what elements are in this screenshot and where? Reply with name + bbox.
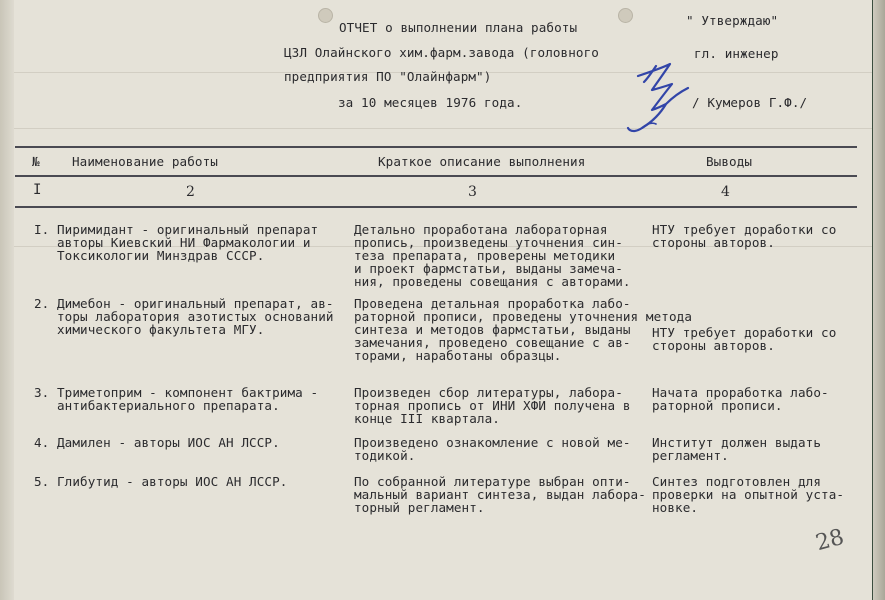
row-3-conclusion: Начата проработка лабо- — [652, 385, 829, 400]
report-title-line-3: предприятия ПО "Олайнфарм") — [284, 69, 492, 84]
approval-position: гл. инженер — [694, 46, 779, 61]
row-2-description: замечания, проведено совещание с ав- — [354, 335, 631, 350]
row-1-description: и проект фармстатьи, выданы замеча- — [354, 261, 623, 276]
header-number: № — [32, 154, 40, 169]
page-edge-shadow — [873, 0, 885, 600]
row-1-name: Пиримидант - оригинальный препарат — [57, 222, 319, 237]
report-title-line-2: ЦЗЛ Олайнского хим.фарм.завода (головного — [284, 45, 599, 60]
row-2-number: 2. — [34, 296, 50, 311]
row-3-description: торная пропись от ИНИ ХФИ получена в — [354, 398, 631, 413]
row-2-conclusion: НТУ требует доработки со — [652, 325, 837, 340]
row-5-name: Глибутид - авторы ИОС АН ЛССР. — [57, 474, 288, 489]
header-description: Краткое описание выполнения — [378, 154, 586, 169]
punch-hole — [318, 8, 333, 23]
row-5-description: мальный вариант синтеза, выдан лабора- — [354, 487, 646, 502]
row-5-number: 5. — [34, 474, 50, 489]
row-2-name: химического факультета МГУ. — [57, 322, 265, 337]
table-columns-rule — [15, 206, 857, 208]
column-number-2: 2 — [186, 184, 196, 200]
row-1-conclusion: стороны авторов. — [652, 235, 775, 250]
row-1-name: Токсикологии Минздрав СССР. — [57, 248, 265, 263]
row-4-name: Дамилен - авторы ИОС АН ЛССР. — [57, 435, 280, 450]
row-5-conclusion: проверки на опытной уста- — [652, 487, 845, 502]
binding-strip — [0, 0, 14, 600]
row-5-conclusion: Синтез подготовлен для — [652, 474, 822, 489]
row-4-conclusion: Институт должен выдать — [652, 435, 822, 450]
row-2-name: торы лаборатория азотистых оснований — [57, 309, 334, 324]
row-1-description: Детально проработана лабораторная — [354, 222, 608, 237]
signature-icon — [622, 58, 702, 140]
table-header-rule — [15, 175, 857, 177]
approval-signatory: / Кумеров Г.Ф./ — [692, 95, 808, 110]
column-number-1: I — [33, 182, 42, 198]
row-1-conclusion: НТУ требует доработки со — [652, 222, 837, 237]
row-2-description: раторной прописи, проведены уточнения метода — [354, 309, 693, 324]
column-number-3: 3 — [468, 184, 478, 200]
row-1-description: ния, проведены совещания с авторами. — [354, 274, 631, 289]
row-2-name: Димебон - оригинальный препарат, ав- — [57, 296, 334, 311]
row-3-conclusion: раторной прописи. — [652, 398, 783, 413]
row-5-description: По собранной литературе выбран опти- — [354, 474, 631, 489]
row-4-conclusion: регламент. — [652, 448, 729, 463]
row-1-description: пропись, произведены уточнения син- — [354, 235, 623, 250]
row-2-conclusion: стороны авторов. — [652, 338, 775, 353]
punch-hole — [618, 8, 633, 23]
row-3-number: 3. — [34, 385, 50, 400]
header-conclusions: Выводы — [706, 154, 753, 169]
row-3-name: антибактериального препарата. — [57, 398, 280, 413]
row-4-description: Произведено ознакомление с новой ме- — [354, 435, 631, 450]
row-3-name: Триметоприм - компонент бактрима - — [57, 385, 319, 400]
row-2-description: торами, наработаны образцы. — [354, 348, 562, 363]
column-number-4: 4 — [721, 184, 731, 200]
report-title-line-4: за 10 месяцев 1976 года. — [338, 95, 523, 110]
paper-fold — [14, 128, 872, 129]
row-3-description: Произведен сбор литературы, лабора- — [354, 385, 623, 400]
row-3-description: конце III квартала. — [354, 411, 500, 426]
row-4-description: тодикой. — [354, 448, 416, 463]
row-2-description: синтеза и методов фармстатьи, выданы — [354, 322, 631, 337]
row-4-number: 4. — [34, 435, 50, 450]
row-5-conclusion: новке. — [652, 500, 699, 515]
row-1-name: авторы Киевский НИ Фармакологии и — [57, 235, 311, 250]
handwritten-page-number: 28 — [813, 524, 847, 557]
table-top-rule — [15, 146, 857, 148]
row-1-number: I. — [34, 222, 50, 237]
row-5-description: торный регламент. — [354, 500, 485, 515]
report-title-line-1: ОТЧЕТ о выполнении плана работы — [339, 20, 578, 35]
header-work-name: Наименование работы — [72, 154, 218, 169]
row-1-description: теза препарата, проверены методики — [354, 248, 616, 263]
approval-label: " Утверждаю" — [686, 13, 779, 28]
row-2-description: Проведена детальная проработка лабо- — [354, 296, 631, 311]
